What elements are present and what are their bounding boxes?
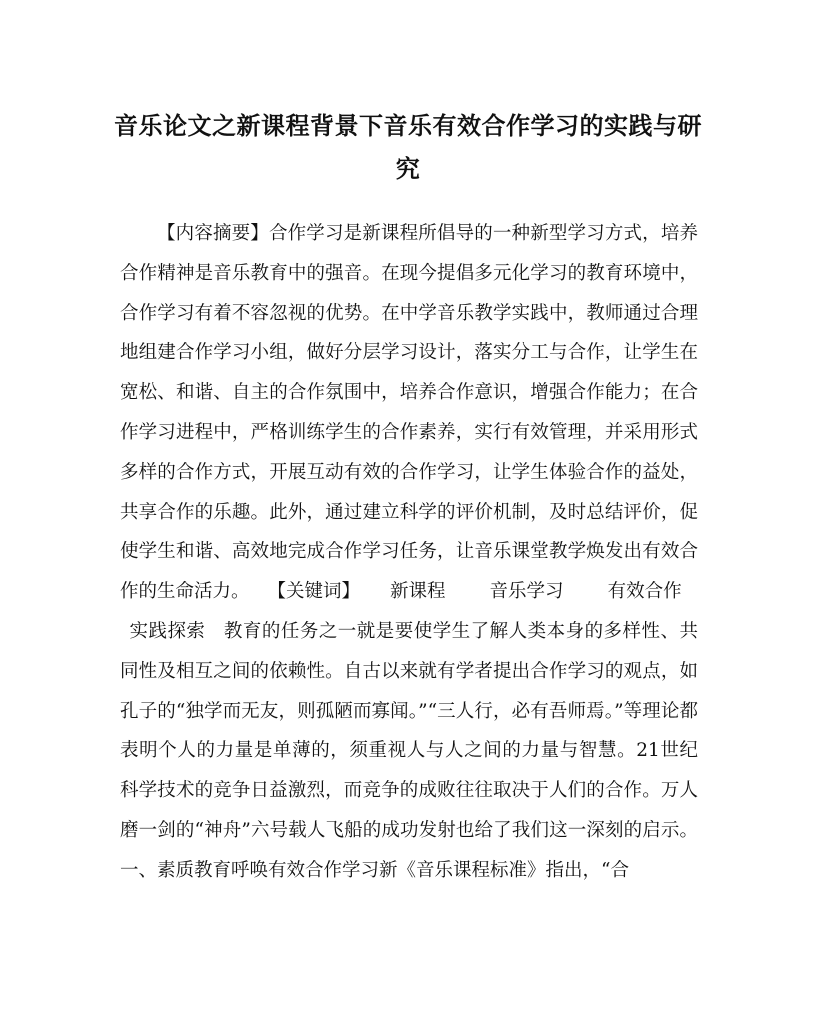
keyword-item: 有效合作 xyxy=(607,581,682,603)
abstract-text: 合作学习是新课程所倡导的一种新型学习方式，培养合作精神是音乐教育中的强音。在现今提倡多元化学习的教育环境中，合作学习有着不容忽视的优势。在中学音乐教学实践中，教师通过合理地组建合作学习小组，做好分层学习设计，落实分工与合作，让学生在宽松、和谐、自主的合作氛围中，培养合作意识，增强合作能力；在合作学习进程中，严格训练学生的合作素养，实行有效管理，并采用形式多样的合作方式，开展互动有效的合作学习，让学生体验合作的益处，共享合作的乐趣。此外，通过建立科学的评价机制，及时总结评价，促使学生和谐、高效地完成合作学习任务，让音乐课堂教学焕发出有效合作的生命活力。 xyxy=(120,223,698,603)
keyword-item: 新课程 xyxy=(390,581,446,603)
document-body xyxy=(120,214,698,891)
keyword-item: 音乐学习 xyxy=(489,581,564,603)
abstract-paragraph xyxy=(120,214,698,891)
keywords-label: 【关键词】 xyxy=(267,581,361,603)
abstract-label: 【内容摘要】 xyxy=(157,223,269,244)
document-title: 音乐论文之新课程背景下音乐有效合作学习的实践与研究 xyxy=(114,111,702,183)
body-text: 教育的任务之一就是要使学生了解人类本身的多样性、共同性及相互之间的依赖性。自古以来就有学者提出合作学习的观点，如孔子的“独学而无友，则孤陋而寡闻。”“三人行，必有吾师焉。”等理论都表明个人的力量是单薄的，须重视人与人之间的力量与智慧。21世纪科学技术的竞争日益激烈，而竞争的成败往往取决于人们的合作。万人磨一剑的“神舟”六号载人飞船的成功发射也给了我们这一深刻的启示。一、素质教育呼唤有效合作学习新《音乐课程标准》指出，“合 xyxy=(120,620,698,881)
keyword-item: 实践探索 xyxy=(129,620,206,642)
